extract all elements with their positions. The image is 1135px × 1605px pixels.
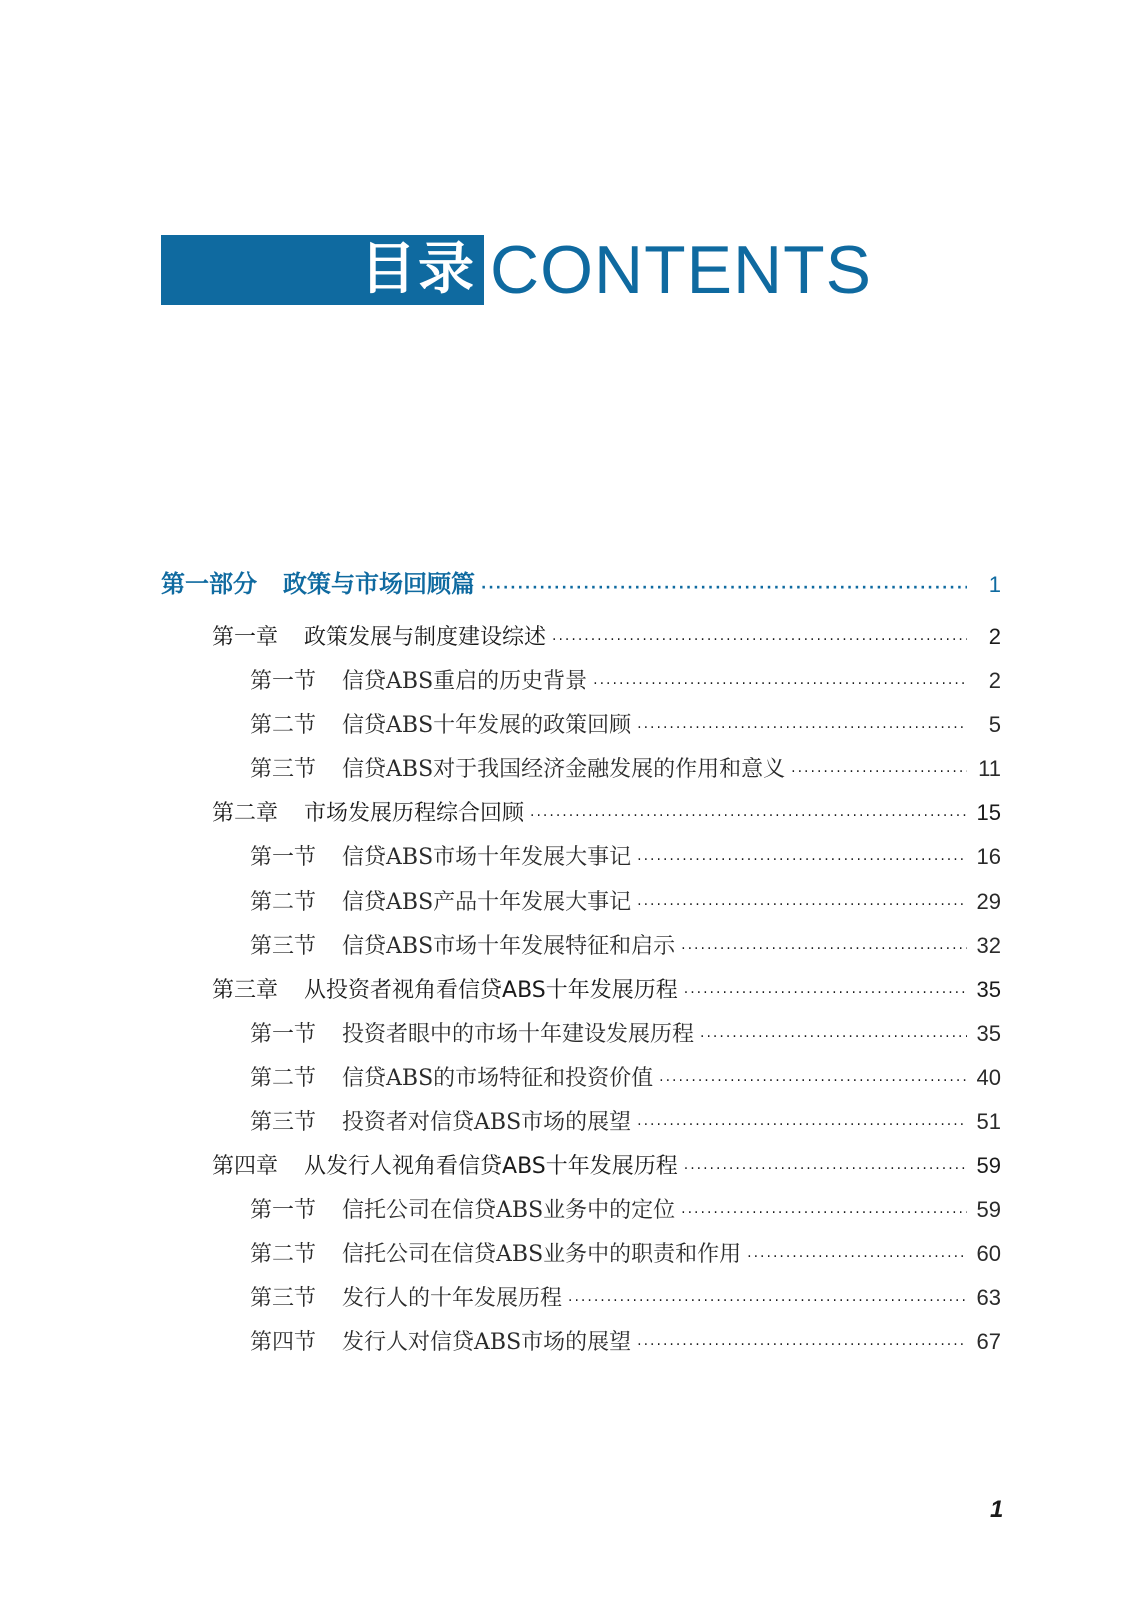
toc-entry-title: 政策与市场回顾篇 — [283, 570, 475, 598]
header-bar — [161, 235, 484, 305]
toc-entry-title: 信托公司在信贷ABS业务中的定位 — [342, 1198, 676, 1223]
toc-entry-number: 第二节 — [250, 890, 317, 915]
toc-entry-number: 第三节 — [250, 757, 317, 782]
toc-leader-dots — [747, 1239, 967, 1275]
toc-entry-title: 信贷ABS产品十年发展大事记 — [342, 890, 632, 915]
toc-leader-dots — [659, 1063, 967, 1099]
page-number: 1 — [990, 1496, 1004, 1523]
toc-section[interactable] — [250, 1236, 1001, 1272]
toc-leader-dots — [637, 1107, 967, 1143]
toc-section[interactable] — [250, 884, 1001, 920]
toc-entry-number: 第一节 — [250, 669, 317, 694]
toc-leader-dots — [791, 754, 967, 790]
toc-chapter-4[interactable] — [212, 1148, 1001, 1184]
toc-entry-title: 信贷ABS重启的历史背景 — [342, 669, 588, 694]
toc-entry-page: 2 — [988, 624, 1001, 649]
toc-entry-number: 第一部分 — [161, 570, 257, 598]
toc-entry-number: 第三章 — [212, 978, 279, 1003]
toc-entry-page: 60 — [976, 1241, 1001, 1266]
toc-section[interactable] — [250, 663, 1001, 699]
toc-entry-title: 投资者眼中的市场十年建设发展历程 — [342, 1022, 695, 1047]
toc-entry-page: 16 — [976, 844, 1001, 869]
toc-leader-dots — [681, 931, 967, 967]
toc-entry-number: 第二节 — [250, 1066, 317, 1091]
toc-entry-number: 第四节 — [250, 1330, 317, 1355]
toc-entry-page: 5 — [988, 712, 1001, 737]
contents-header — [161, 232, 872, 308]
toc-entry-number: 第一节 — [250, 845, 317, 870]
toc-entry-title: 信贷ABS的市场特征和投资价值 — [342, 1066, 654, 1091]
toc-leader-dots — [481, 570, 967, 606]
toc-entry-page: 15 — [976, 800, 1001, 825]
toc-entry-number: 第一节 — [250, 1022, 317, 1047]
toc-part-1[interactable] — [161, 566, 1001, 602]
toc-entry-number: 第二节 — [250, 713, 317, 738]
toc-leader-dots — [681, 1195, 967, 1231]
toc-entry-number: 第二节 — [250, 1242, 317, 1267]
toc-section[interactable] — [250, 1016, 1001, 1052]
toc-chapter-2[interactable] — [212, 795, 1001, 831]
toc-leader-dots — [530, 798, 967, 834]
toc-entry-title: 信贷ABS对于我国经济金融发展的作用和意义 — [342, 757, 786, 782]
toc-leader-dots — [637, 842, 967, 878]
toc-entry-title: 从投资者视角看信贷ABS十年发展历程 — [304, 978, 678, 1003]
header-title-en: CONTENTS — [490, 232, 872, 308]
toc-entry-title: 信贷ABS市场十年发展大事记 — [342, 845, 632, 870]
toc-leader-dots — [593, 666, 967, 702]
toc-entry-title: 市场发展历程综合回顾 — [304, 801, 525, 826]
toc-section[interactable] — [250, 928, 1001, 964]
toc-section[interactable] — [250, 1280, 1001, 1316]
toc-entry-number: 第一章 — [212, 625, 279, 650]
toc-entry-title: 信托公司在信贷ABS业务中的职责和作用 — [342, 1242, 742, 1267]
toc-leader-dots — [700, 1019, 967, 1055]
toc-chapter-1[interactable] — [212, 619, 1001, 655]
toc-leader-dots — [684, 1151, 967, 1187]
toc-entry-page: 63 — [976, 1285, 1001, 1310]
toc-section[interactable] — [250, 1060, 1001, 1096]
toc-entry-number: 第一节 — [250, 1198, 317, 1223]
toc-entry-page: 67 — [976, 1329, 1001, 1354]
toc-entry-title: 发行人对信贷ABS市场的展望 — [342, 1330, 632, 1355]
toc-entry-number: 第三节 — [250, 1286, 317, 1311]
toc-leader-dots — [568, 1283, 967, 1319]
toc-entry-page: 32 — [976, 933, 1001, 958]
toc-entry-title: 信贷ABS市场十年发展特征和启示 — [342, 934, 676, 959]
header-title-cn: 目录 — [360, 237, 476, 302]
toc-section[interactable] — [250, 707, 1001, 743]
toc-entry-title: 政策发展与制度建设综述 — [304, 625, 547, 650]
toc-entry-number: 第三节 — [250, 934, 317, 959]
toc-entry-page: 40 — [976, 1065, 1001, 1090]
toc-section[interactable] — [250, 1104, 1001, 1140]
toc-entry-page: 11 — [978, 756, 1001, 781]
toc-entry-number: 第三节 — [250, 1110, 317, 1135]
toc-leader-dots — [637, 1327, 967, 1363]
toc-leader-dots — [684, 975, 967, 1011]
toc-entry-title: 发行人的十年发展历程 — [342, 1286, 563, 1311]
toc-leader-dots — [637, 710, 967, 746]
toc-section[interactable] — [250, 1324, 1001, 1360]
toc-entry-page: 29 — [976, 889, 1001, 914]
toc-entry-page: 59 — [976, 1153, 1001, 1178]
toc-entry-page: 35 — [976, 977, 1001, 1002]
toc-entry-page: 59 — [976, 1197, 1001, 1222]
toc-entry-title: 信贷ABS十年发展的政策回顾 — [342, 713, 632, 738]
toc-leader-dots — [552, 622, 967, 658]
toc-section[interactable] — [250, 1192, 1001, 1228]
toc-entry-title: 投资者对信贷ABS市场的展望 — [342, 1110, 632, 1135]
toc-entry-page: 1 — [988, 572, 1001, 597]
toc-section[interactable] — [250, 751, 1001, 787]
toc-entry-title: 从发行人视角看信贷ABS十年发展历程 — [304, 1154, 678, 1179]
toc-entry-number: 第二章 — [212, 801, 279, 826]
toc-entry-number: 第四章 — [212, 1154, 279, 1179]
toc-entry-page: 2 — [988, 668, 1001, 693]
toc-entry-page: 51 — [976, 1109, 1001, 1134]
toc-section[interactable] — [250, 839, 1001, 875]
toc-entry-page: 35 — [976, 1021, 1001, 1046]
toc-chapter-3[interactable] — [212, 972, 1001, 1008]
toc-leader-dots — [637, 887, 967, 923]
